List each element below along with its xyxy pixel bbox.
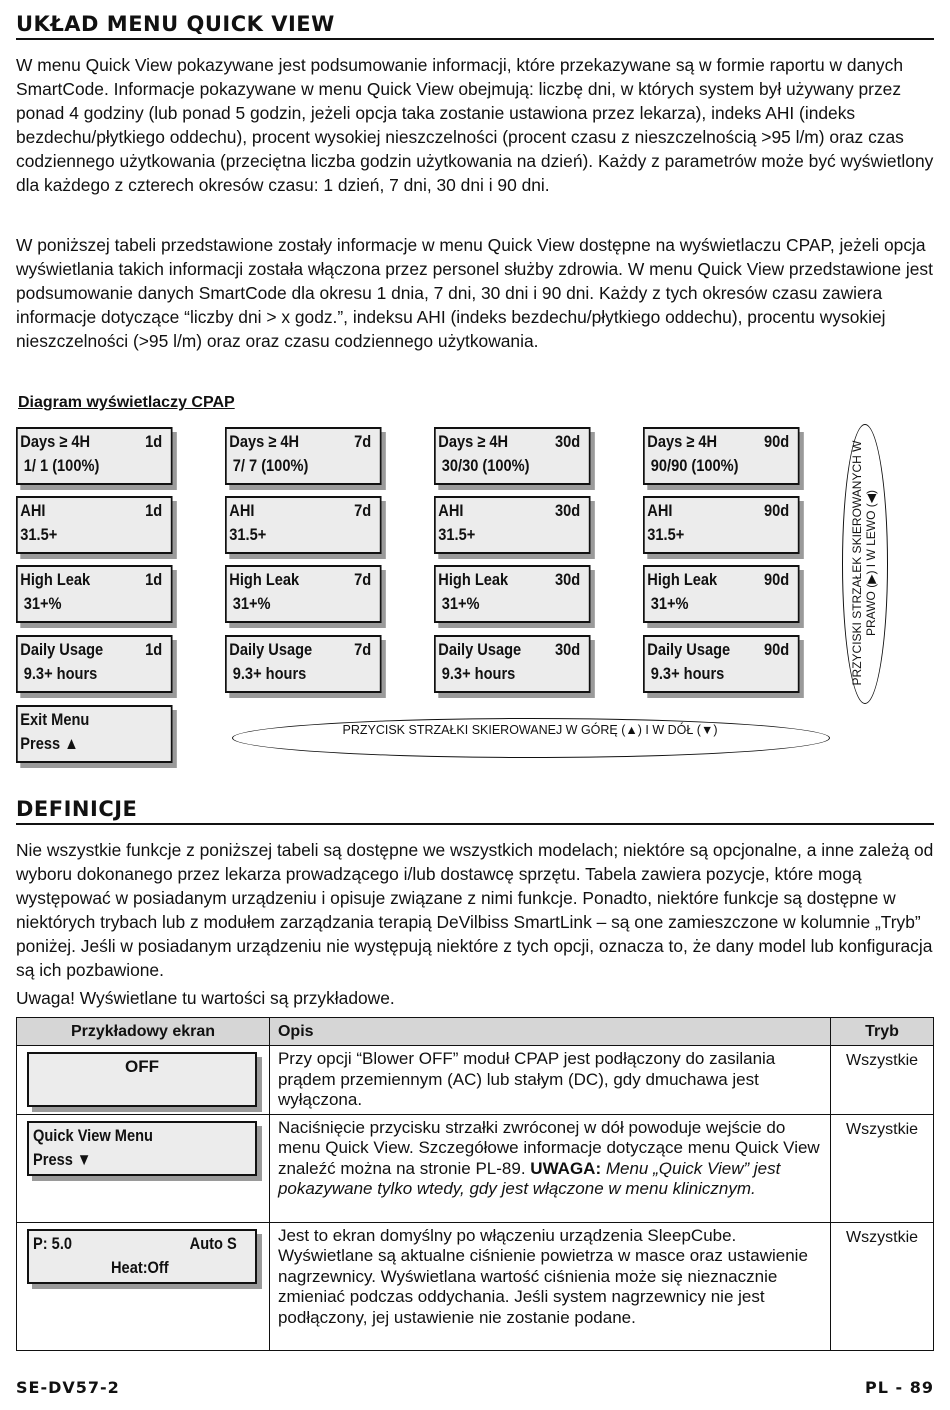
lcd-period: 30d (555, 640, 581, 659)
sample-values-note: Uwaga! Wyświetlane tu wartości są przykładowe. (16, 988, 395, 1008)
lcd-label: Daily Usage (229, 640, 313, 659)
table-row (17, 1114, 934, 1222)
lcd-value: 31+% (441, 594, 480, 613)
lcd-value: 31.5+ (20, 525, 58, 544)
desc-bold: UWAGA: (530, 1158, 602, 1178)
screen-mode: Auto S (189, 1233, 237, 1253)
lcd-value: 31+% (23, 594, 62, 613)
lcd-period: 30d (555, 570, 581, 589)
left-right-note-line2: PRAWO (▶) I W LEWO (◀) (864, 490, 878, 636)
lcd-ahi-30d (434, 496, 591, 554)
screen-line2: Press ▼ (33, 1149, 92, 1169)
lcd-period: 1d (145, 570, 163, 589)
lcd-days-30d (434, 427, 591, 485)
lcd-label: AHI (229, 501, 255, 520)
definitions-rule (16, 823, 934, 825)
lcd-label: High Leak (647, 570, 718, 589)
screen-cell (17, 1114, 270, 1222)
section-title-quick-view: UKŁAD MENU QUICK VIEW (16, 12, 335, 36)
lcd-label: Exit Menu (20, 710, 90, 729)
lcd-usage-7d (225, 635, 382, 693)
table-row (17, 1046, 934, 1115)
lcd-label: Daily Usage (20, 640, 104, 659)
lcd-label: Daily Usage (647, 640, 731, 659)
table-row (17, 1222, 934, 1350)
lcd-days-1d (16, 427, 173, 485)
lcd-period: 7d (354, 501, 372, 520)
lcd-period: 30d (555, 501, 581, 520)
lcd-highleak-7d (225, 565, 382, 623)
lcd-usage-30d (434, 635, 591, 693)
lcd-period: 7d (354, 432, 372, 451)
title-rule (16, 38, 934, 40)
lcd-ahi-1d (16, 496, 173, 554)
lcd-value: 31+% (232, 594, 271, 613)
lcd-period: 1d (145, 432, 163, 451)
lcd-period: 30d (555, 432, 581, 451)
lcd-value: 7/ 7 (100%) (232, 456, 309, 475)
screen-pressure: P: 5.0 (33, 1233, 73, 1253)
lcd-label: Days ≥ 4H (20, 432, 91, 451)
lcd-value: 9.3+ hours (23, 664, 98, 683)
lcd-value: 1/ 1 (100%) (23, 456, 100, 475)
diagram-title: Diagram wyświetlaczy CPAP (18, 394, 235, 411)
lcd-value: Press ▲ (20, 734, 79, 753)
lcd-label: Days ≥ 4H (438, 432, 509, 451)
lcd-label: Daily Usage (438, 640, 522, 659)
lcd-highleak-1d (16, 565, 173, 623)
table-intro-paragraph: W poniższej tabeli przedstawione zostały informacje w menu Quick View dostępne na wyświetlaczu CPAP, jeżeli opcja wyświetlania takich informacji została włączona przez personel służby zdrowia. W menu Quick View przedstawione jest podsumowanie danych SmartCode dla okresu 1 dnia, 7 dni, 30 dni i 90 dni. Każdy z tych okresów czasu zawiera informacje dotyczące “liczby dni > x godz.”, indeksu AHI (indeks bezdechu/płytkiego oddechu), procentu wysokiej nieszczelności (>95 l/m) oraz oraz czasu codziennego użytkowania. (16, 235, 933, 351)
table-header-row (17, 1018, 934, 1046)
desc-plain: Naciśnięcie przycisku strzałki zwróconej w dół powoduje wejście do menu Quick View. Szczegółowe informacje dotyczące menu Quick View znaleźć można na stronie PL-89. (277, 1117, 820, 1178)
left-right-arrow-note (850, 428, 878, 698)
lcd-days-7d (225, 427, 382, 485)
desc-cell: Jest to ekran domyślny po włączeniu urządzenia SleepCube. Wyświetlane są aktualne ciśnienie powietrza w masce oraz ustawienie nagrzewnicy. Wyświetlana wartość ciśnienia może się nieznacznie zmieniać podczas oddychania. Jeśli system nagrzewnicy nie jest podłączony, jej ustawienie nie zostanie podane. (269, 1222, 830, 1350)
lcd-label: AHI (20, 501, 46, 520)
document-code: SE-DV57-2 (16, 1378, 120, 1397)
lcd-exit-menu (16, 705, 173, 763)
header-mode: Tryb (831, 1018, 934, 1046)
example-screen-default (27, 1229, 257, 1284)
header-desc: Opis (269, 1018, 830, 1046)
lcd-value: 31.5+ (229, 525, 267, 544)
lcd-value: 9.3+ hours (441, 664, 516, 683)
up-down-arrow-note: PRZYCISK STRZAŁKI SKIEROWANEJ W GÓRĘ (▲) I W DÓŁ (▼) (342, 723, 718, 737)
lcd-value: 31.5+ (647, 525, 685, 544)
lcd-period: 90d (764, 640, 790, 659)
lcd-period: 7d (354, 640, 372, 659)
intro-paragraph: W menu Quick View pokazywane jest podsumowanie informacji, które przekazywane są w formie raportu w danych SmartCode. Informacje pokazywane w menu Quick View obejmują: liczbę dni, w których system był używany przez ponad 4 godziny (lub ponad 5 godzin, jeżeli opcja taka zostanie ustawiona przez lekarza), indeks AHI (indeks bezdechu/płytkiego oddechu), procent wysokiej nieszczelności (procent czasu z nieszczelnością >95 l/m) oraz czas codziennego użytkowania (przeciętna liczba godzin użytkowania na dzień). Każdy z parametrów może być wyświetlony dla każdego z czterech okresów czasu: 1 dzień, 7 dni, 30 dni i 90 dni. (16, 55, 934, 195)
mode-cell: Wszystkie (831, 1114, 934, 1222)
mode-cell: Wszystkie (831, 1046, 934, 1115)
lcd-label: High Leak (438, 570, 509, 589)
definitions-paragraph: Nie wszystkie funkcje z poniższej tabeli są dostępne we wszystkich modelach; niektóre są opcjonalne, a inne zależą od wyboru dokonanego przez lekarza prowadzącego i/lub dostawcę sprzętu. Tabela zawiera pozycje, które mogą występować w posiadanym urządzeniu i opisuje związane z nimi funkcje. Ponadto, niektóre funkcje są dostępne w niektórych trybach lub z modułem zarządzania terapią DeVilbiss SmartLink – są one zamieszczone w kolumnie „Tryb” poniżej. Jeśli w posiadanym urządzeniu nie występują niektóre z tych opcji, oznacza to, że dany model lub konfiguracja są ich pozbawione. (16, 840, 934, 980)
lcd-label: Days ≥ 4H (647, 432, 718, 451)
lcd-period: 90d (764, 570, 790, 589)
screen-cell (17, 1046, 270, 1115)
screen-line1: Quick View Menu (33, 1125, 153, 1145)
desc-italic: Menu „Quick View” jest pokazywane tylko wtedy, gdy jest włączone w menu klinicznym. (277, 1158, 781, 1198)
mode-cell: Wszystkie (831, 1222, 934, 1350)
lcd-period: 1d (145, 640, 163, 659)
lcd-highleak-90d (643, 565, 800, 623)
lcd-usage-90d (643, 635, 800, 693)
definitions-table (16, 1017, 934, 1351)
lcd-highleak-30d (434, 565, 591, 623)
desc-cell (269, 1114, 830, 1222)
page-number: PL - 89 (865, 1378, 934, 1397)
lcd-value: 31+% (650, 594, 689, 613)
lcd-label: Days ≥ 4H (229, 432, 300, 451)
lcd-period: 90d (764, 432, 790, 451)
lcd-value: 9.3+ hours (650, 664, 725, 683)
lcd-ahi-90d (643, 496, 800, 554)
lcd-value: 31.5+ (438, 525, 476, 544)
lcd-value: 90/90 (100%) (650, 456, 739, 475)
lcd-label: AHI (438, 501, 464, 520)
lcd-period: 1d (145, 501, 163, 520)
lcd-period: 7d (354, 570, 372, 589)
screen-line1: OFF (125, 1057, 159, 1076)
left-right-note-line1: PRZYCISKI STRZAŁEK SKIEROWANYCH W (850, 440, 864, 686)
section-title-definitions: DEFINICJE (16, 797, 138, 821)
example-screen-off (27, 1052, 257, 1107)
lcd-value: 9.3+ hours (232, 664, 307, 683)
lcd-label: AHI (647, 501, 673, 520)
lcd-period: 90d (764, 501, 790, 520)
screen-cell (17, 1222, 270, 1350)
lcd-usage-1d (16, 635, 173, 693)
lcd-label: High Leak (229, 570, 300, 589)
lcd-value: 30/30 (100%) (441, 456, 530, 475)
screen-heat: Heat:Off (111, 1257, 169, 1277)
lcd-label: High Leak (20, 570, 91, 589)
desc-cell: Przy opcji “Blower OFF” moduł CPAP jest podłączony do zasilania prądem przemiennym (AC) lub stałym (DC), gdy dmuchawa jest wyłączona. (269, 1046, 830, 1115)
lcd-days-90d (643, 427, 800, 485)
header-screen: Przykładowy ekran (17, 1018, 270, 1046)
lcd-ahi-7d (225, 496, 382, 554)
example-screen-quick-view (27, 1121, 257, 1176)
